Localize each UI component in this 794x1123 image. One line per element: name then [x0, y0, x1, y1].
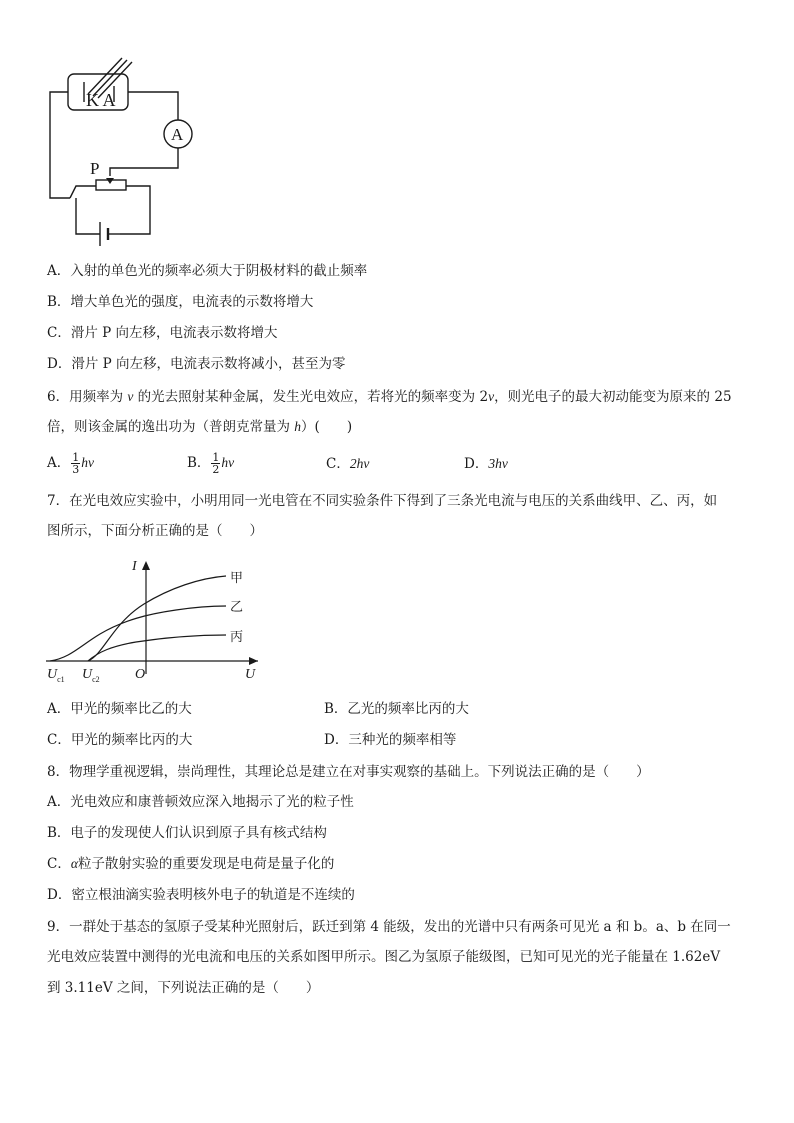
q8-option-c: C．α粒子散射实验的重要发现是电荷是量子化的: [47, 856, 335, 872]
q6-option-d: D．3hν: [464, 456, 508, 472]
q6-option-a: A． $\frac{1}{3}$ hν: [47, 451, 94, 476]
q6-option-b: B． $\frac{1}{2}$ hν: [187, 451, 235, 476]
curve-yi: [50, 606, 226, 661]
q7-option-c: C．甲光的频率比丙的大: [47, 732, 193, 748]
q8-stem: 8．物理学重视逻辑，崇尚理性，其理论总是建立在对事实观察的基础上。下列说法正确的是（ ）: [47, 764, 650, 780]
q6-stem-line2: 倍，则该金属的逸出功为（普朗克常量为 h）( ): [47, 419, 353, 435]
curve-jia: [88, 576, 226, 661]
q8-option-b: B．电子的发现使人们认识到原子具有核式结构: [47, 825, 327, 841]
q8-option-a: A．光电效应和康普顿效应深入地揭示了光的粒子性: [47, 794, 354, 810]
uc2-label: $U_{c2}$: [82, 667, 100, 684]
photoelectric-circuit-diagram: [40, 50, 200, 255]
q9-stem-line3: 到 3.11eV 之间，下列说法正确的是（ ）: [47, 980, 320, 996]
u-axis-label: U: [245, 667, 256, 682]
q5-option-a: A．入射的单色光的频率必须大于阴极材料的截止频率: [47, 263, 368, 279]
curve-yi-label: 乙: [230, 600, 244, 615]
ammeter-label: A: [171, 125, 184, 144]
q8-option-d: D．密立根油滴实验表明核外电子的轨道是不连续的: [47, 887, 355, 903]
q7-option-d: D．三种光的频率相等: [324, 732, 457, 748]
q6-option-c: C．2hν: [326, 456, 370, 472]
uc1-label: $U_{c1}$: [47, 667, 65, 684]
origin-label: O: [135, 667, 146, 682]
q5-option-d: D．滑片 P 向左移，电流表示数将减小，甚至为零: [47, 356, 346, 372]
q5-option-c: C．滑片 P 向左移，电流表示数将增大: [47, 325, 278, 341]
i-axis-label: I: [132, 559, 137, 574]
q7-stem-line2: 图所示，下面分析正确的是（ ）: [47, 523, 263, 539]
q5-option-b: B．增大单色光的强度，电流表的示数将增大: [47, 294, 314, 310]
q9-stem-line2: 光电效应装置中测得的光电流和电压的关系如图甲所示。图乙为氢原子能级图，已知可见光的光子能量在 1.62eV: [47, 949, 721, 965]
q7-option-b: B．乙光的频率比丙的大: [324, 701, 469, 717]
q6-stem-line1: 6．用频率为 ν 的光去照射某种金属，发生光电效应，若将光的频率变为 2ν，则光电子的最大初动能变为原来的 25: [47, 389, 732, 405]
iu-curve-graph: [40, 552, 272, 692]
ka-label: K A: [86, 90, 116, 110]
curve-jia-label: 甲: [230, 571, 244, 586]
q9-stem-line1: 9．一群处于基态的氢原子受某种光照射后，跃迁到第 4 能级，发出的光谱中只有两条可见光 a 和 b。a、b 在同一: [47, 919, 731, 935]
slider-p-label: P: [90, 159, 100, 178]
q7-stem-line1: 7．在光电效应实验中，小明用同一光电管在不同实验条件下得到了三条光电流与电压的关系曲线甲、乙、丙，如: [47, 493, 718, 509]
q7-option-a: A．甲光的频率比乙的大: [47, 701, 192, 717]
curve-bing-label: 丙: [230, 630, 244, 645]
